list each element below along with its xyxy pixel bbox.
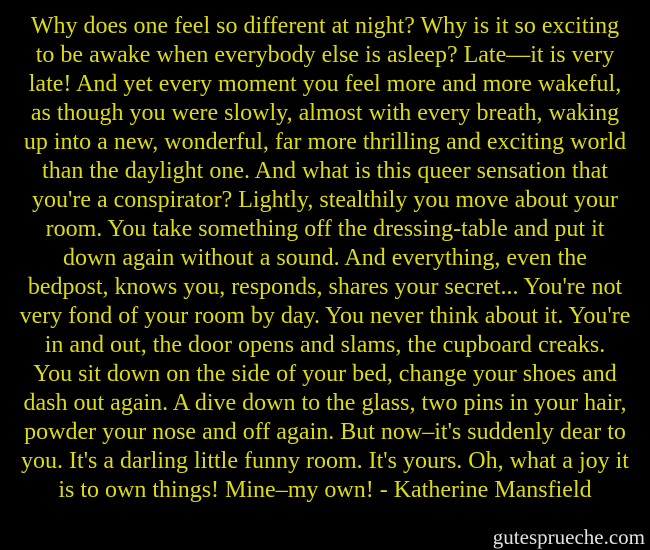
- quote-line: to be awake when everybody else is asleep? Late—it is very: [35, 42, 615, 68]
- quote-text: [0, 12, 650, 505]
- quote-line: powder your nose and off again. But now–it's suddenly dear to: [24, 419, 626, 445]
- quote-line: dash out again. A dive down to the glass, two pins in your hair,: [23, 390, 627, 416]
- quote-line: than the daylight one. And what is this queer sensation that: [42, 158, 608, 184]
- quote-line: bedpost, knows you, responds, shares your secret... You're not: [27, 274, 623, 300]
- quote-line: you're a conspirator? Lightly, stealthily you move about your: [32, 187, 618, 213]
- quote-line: room. You take something off the dressing-table and put it: [45, 216, 605, 242]
- quote-line: very fond of your room by day. You never think about it. You're: [19, 303, 631, 329]
- quote-line: up into a new, wonderful, far more thrilling and exciting world: [23, 129, 627, 155]
- quote-line: Why does one feel so different at night? Why is it so exciting: [30, 13, 620, 39]
- quote-line: in and out, the door opens and slams, the cupboard creaks.: [44, 332, 606, 358]
- quote-line: you. It's a darling little funny room. It's yours. Oh, what a joy it: [21, 448, 629, 474]
- watermark-site-label: gutesprueche.com: [492, 525, 645, 549]
- quote-line: late! And yet every moment you feel more and more wakeful,: [28, 71, 622, 97]
- quote-line: is to own things! Mine–my own! - Katherine Mansfield: [58, 477, 592, 503]
- quote-line: down again without a sound. And everything, even the: [63, 245, 587, 271]
- quote-line: as though you were slowly, almost with every breath, waking: [30, 100, 620, 126]
- quote-line: You sit down on the side of your bed, change your shoes and: [33, 361, 617, 387]
